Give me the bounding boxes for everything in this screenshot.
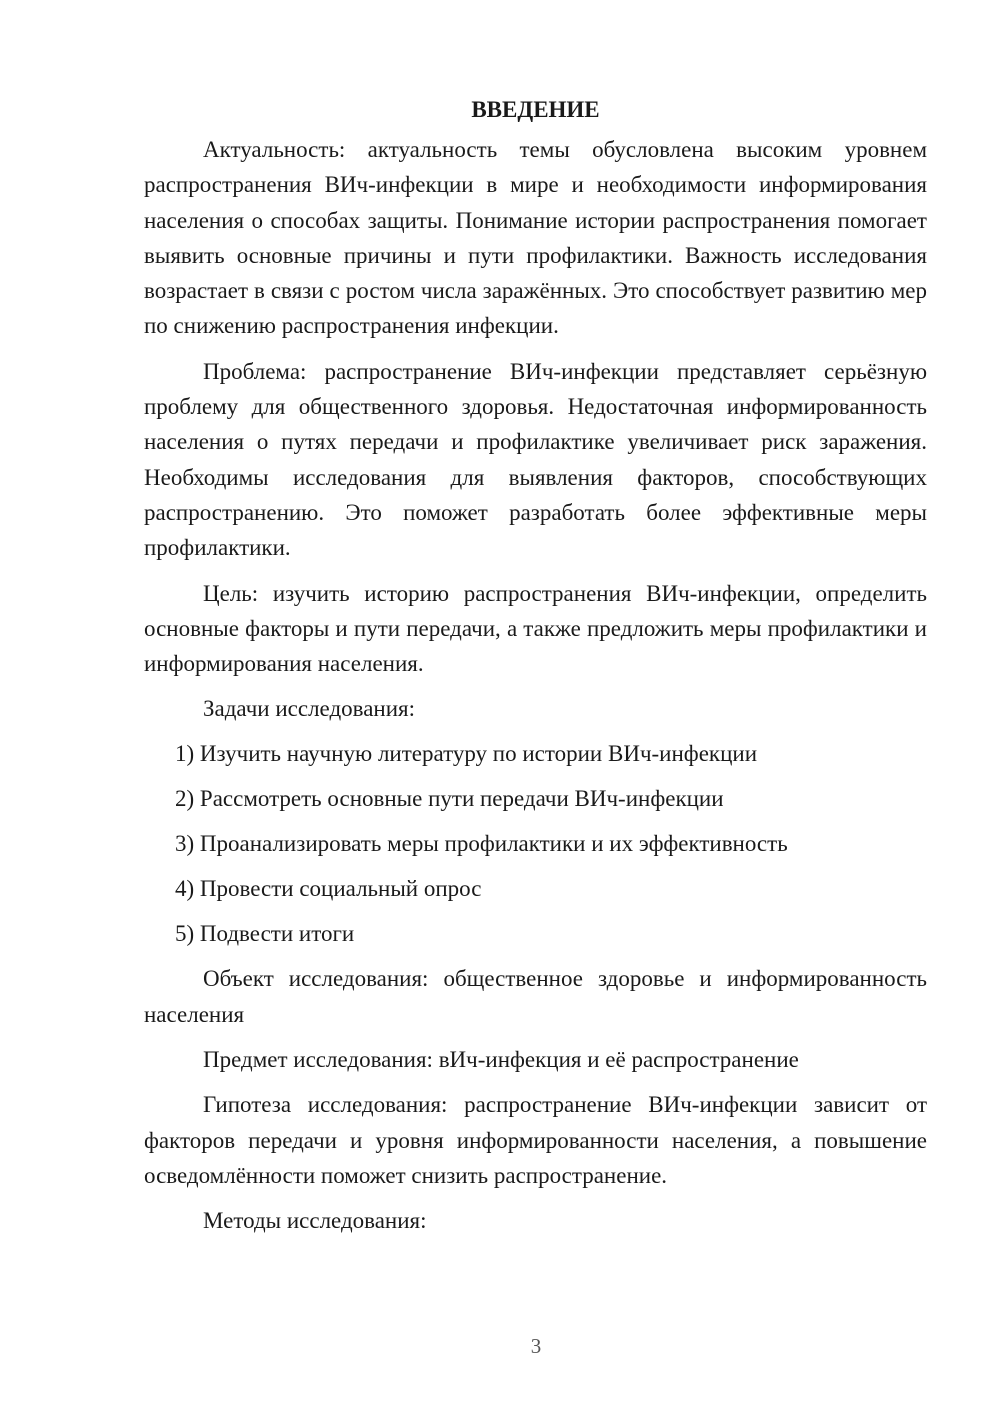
task-item-5: 5) Подвести итоги bbox=[175, 921, 355, 947]
task-item-2: 2) Рассмотреть основные пути передачи ВИч-инфекции bbox=[175, 786, 724, 812]
methods-heading: Методы исследования: bbox=[203, 1208, 427, 1234]
task-item-4: 4) Провести социальный опрос bbox=[175, 876, 482, 902]
tasks-list bbox=[144, 736, 927, 951]
section-title: ВВЕДЕНИЕ bbox=[471, 97, 600, 122]
page-number: 3 bbox=[530, 1334, 542, 1358]
tasks-heading: Задачи исследования: bbox=[203, 696, 416, 722]
task-item-1: 1) Изучить научную литературу по истории ВИч-инфекции bbox=[175, 741, 757, 767]
problem-paragraph: Проблема: распространение ВИч-инфекции представляет серьёзную проблему для общественного здоровья. Недостаточная информированность населения о путях передачи и профилактике увеличивает риск заражения. Необходимы исследования для выявления факторов, способствующих распространению. Это поможет разработать более эффективные меры профилактики. bbox=[144, 358, 927, 561]
document-page bbox=[144, 92, 927, 1249]
task-item-3: 3) Проанализировать меры профилактики и их эффективность bbox=[175, 831, 788, 857]
object-paragraph: Объект исследования: общественное здоровье и информированность населения bbox=[144, 966, 927, 1027]
hypothesis-paragraph: Гипотеза исследования: распространение ВИч-инфекции зависит от факторов передачи и уровня информированности населения, а повышение осведомлённости поможет снизить распространение. bbox=[144, 1092, 927, 1188]
relevance-paragraph: Актуальность: актуальность темы обусловлена высоким уровнем распространения ВИч-инфекции в мире и необходимости информирования населения о способах защиты. Понимание истории распространения помогает выявить основные причины и пути профилактики. Важность исследования возрастает в связи с ростом числа заражённых. Это способствует развитию мер по снижению распространения инфекции. bbox=[144, 137, 927, 339]
goal-paragraph: Цель: изучить историю распространения ВИч-инфекции, определить основные факторы и пути передачи, а также предложить меры профилактики и информирования населения. bbox=[144, 580, 927, 677]
subject-paragraph: Предмет исследования: вИч-инфекция и её распространение bbox=[203, 1047, 799, 1073]
